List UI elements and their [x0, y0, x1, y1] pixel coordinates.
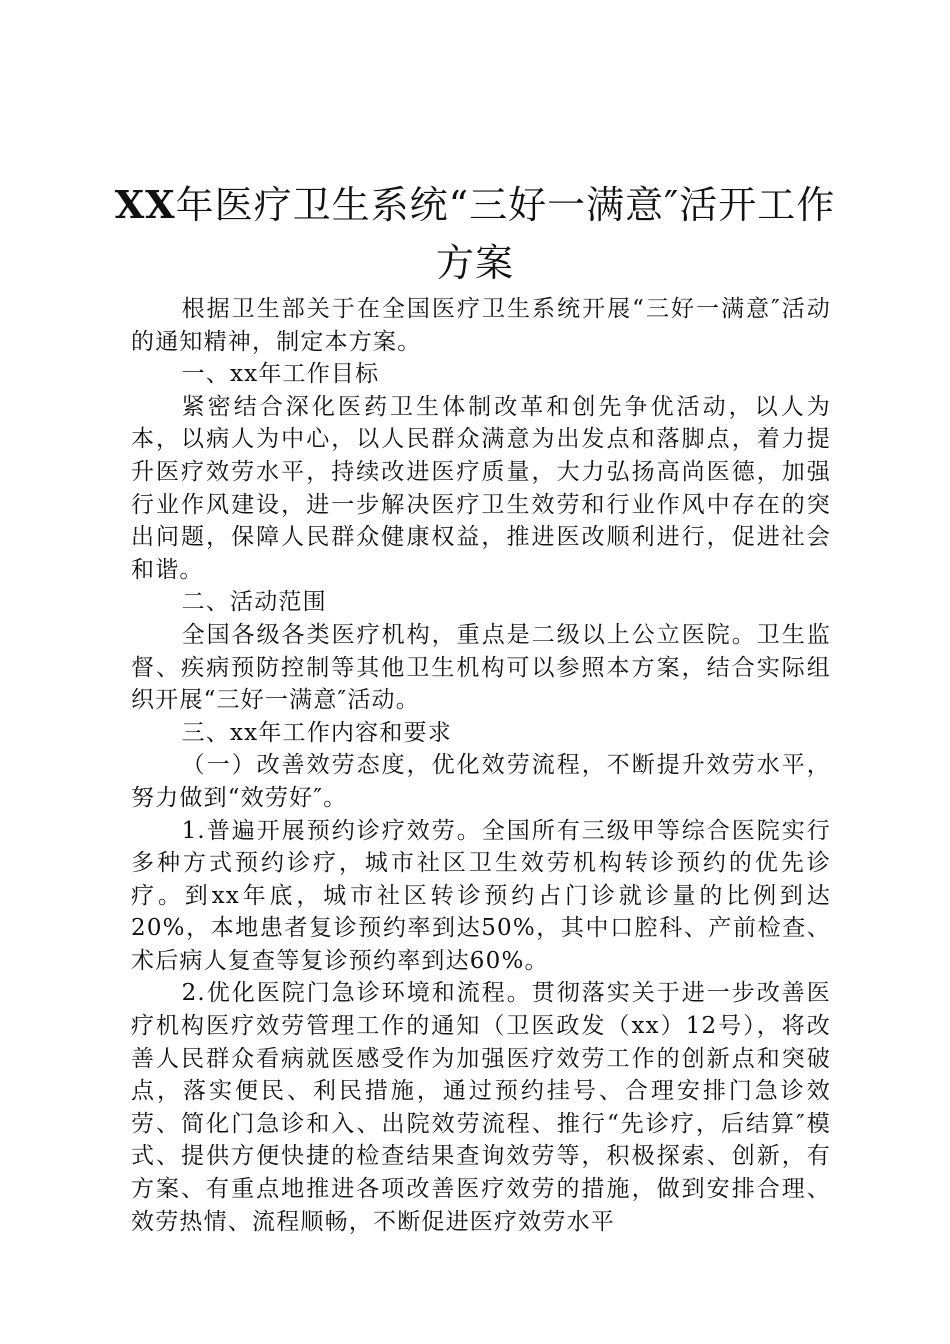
subsection-heading-1: （一）改善效劳态度，优化效劳流程，不断提升效劳水平，努力做到“效劳好″。 — [131, 752, 831, 811]
section-heading-3: 三、xx年工作内容和要求 — [181, 719, 452, 746]
document-title-rest: 年医疗卫生系统“三好一满意″活开工作方案 — [175, 183, 836, 285]
document-title — [100, 176, 850, 292]
paragraph-item-2: 2.优化医院门急诊环境和流程。贯彻落实关于进一步改善医疗机构医疗效劳管理工作的通知（卫医政发（xx）12号），将改善人民群众看病就医感受作为加强医疗效劳工作的创新点和突破点，落实便民、利民措施，通过预约挂号、合理安排门急诊效劳、简化门急诊和入、出院效劳流程、推行“先诊疗，后结算″模式、提供方便快捷的检查结果查询效劳等，积极探索、创新，有方案、有重点地推进各项改善医疗效劳的措施，做到安排合理、效劳热情、流程顺畅，不断促进医疗效劳水平 — [131, 980, 831, 1235]
section-heading-1: 一、xx年工作目标 — [181, 361, 380, 388]
paragraph-goals: 紧密结合深化医药卫生体制改革和创先争优活动，以人为本，以病人为中心，以人民群众满意为出发点和落脚点，着力提升医疗效劳水平，持续改进医疗质量，大力弘扬高尚医德，加强行业作风建设，进一步解决医疗卫生效劳和行业作风中存在的突出问题，保障人民群众健康权益，推进医改顺利进行，促进社会和谐。 — [131, 393, 831, 583]
paragraph-item-1: 1.普遍开展预约诊疗效劳。全国所有三级甲等综合医院实行多种方式预约诊疗，城市社区卫生效劳机构转诊预约的优先诊疗。到xx年底，城市社区转诊预约占门诊就诊量的比例到达20%，本地患者复诊预约率到达50%，其中口腔科、产前检查、术后病人复查等复诊预约率到达60%。 — [131, 817, 831, 974]
paragraph-scope: 全国各级各类医疗机构，重点是二级以上公立医院。卫生监督、疾病预防控制等其他卫生机构可以参照本方案，结合实际组织开展“三好一满意″活动。 — [131, 621, 831, 714]
section-heading-2: 二、活动范围 — [181, 589, 327, 616]
document-body — [131, 293, 831, 1238]
document-title-lead: XX — [114, 182, 176, 227]
paragraph-intro: 根据卫生部关于在全国医疗卫生系统开展“三好一满意″活动的通知精神，制定本方案。 — [131, 296, 831, 355]
